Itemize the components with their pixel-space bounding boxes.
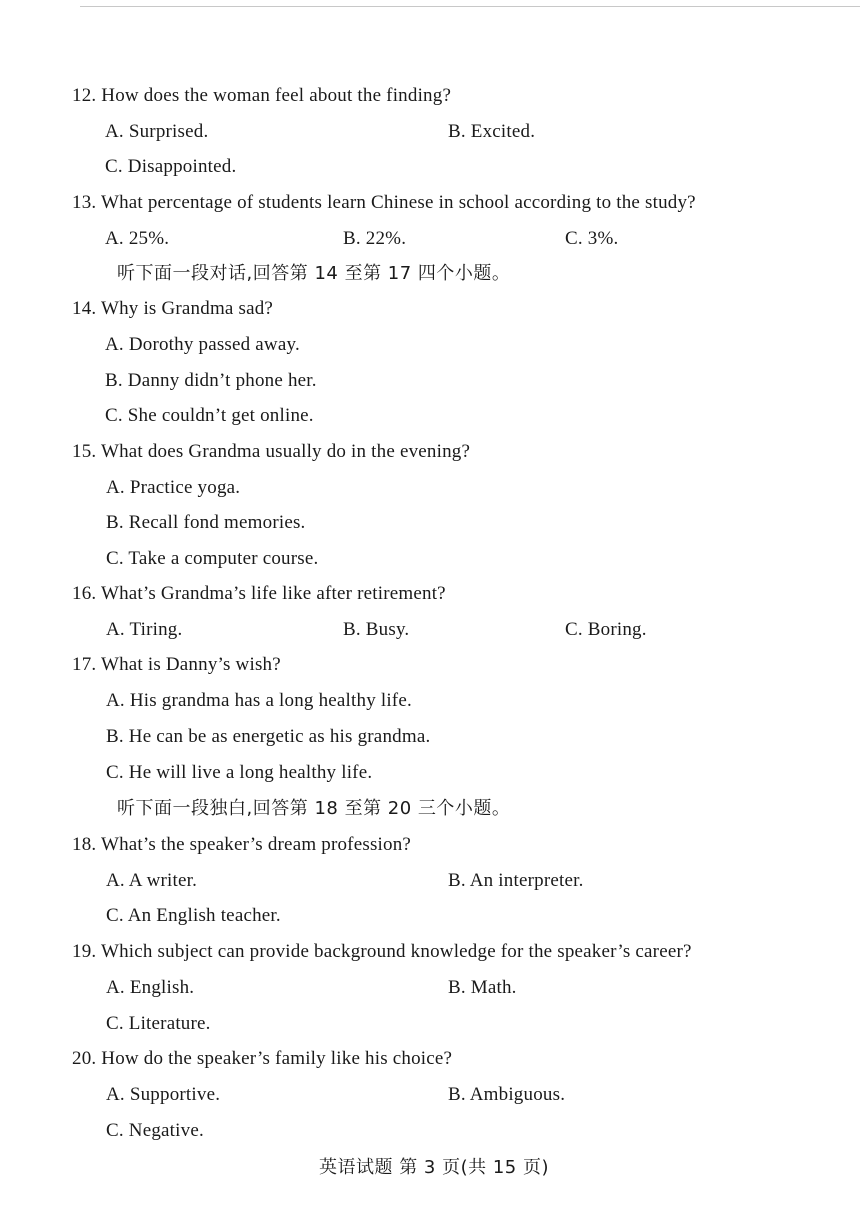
q19-option-c: C. Literature.: [106, 1013, 211, 1034]
q20-option-b: B. Ambiguous.: [448, 1084, 566, 1105]
q20-option-a: A. Supportive.: [106, 1084, 221, 1105]
q13-option-a: A. 25%.: [105, 228, 170, 249]
question-14: 14. Why is Grandma sad?: [72, 298, 274, 319]
question-15: 15. What does Grandma usually do in the evening?: [72, 441, 471, 462]
q14-option-a: A. Dorothy passed away.: [105, 334, 300, 355]
q17-option-b: B. He can be as energetic as his grandma.: [106, 726, 431, 747]
question-13: 13. What percentage of students learn Chinese in school according to the study?: [72, 192, 696, 213]
q18-option-a: A. A writer.: [106, 870, 198, 891]
q12-option-b: B. Excited.: [448, 121, 536, 142]
q16-option-a: A. Tiring.: [106, 619, 183, 640]
q17-option-a: A. His grandma has a long healthy life.: [106, 690, 412, 711]
q20-option-c: C. Negative.: [106, 1120, 204, 1141]
q16-option-b: B. Busy.: [343, 619, 410, 640]
q18-option-b: B. An interpreter.: [448, 870, 584, 891]
q19-option-b: B. Math.: [448, 977, 517, 998]
q12-option-a: A. Surprised.: [105, 121, 209, 142]
section-instruction: 听下面一段独白,回答第 18 至第 20 三个小题。: [117, 798, 511, 819]
q15-option-a: A. Practice yoga.: [106, 477, 241, 498]
q16-option-c: C. Boring.: [565, 619, 647, 640]
question-16: 16. What’s Grandma’s life like after retirement?: [72, 583, 446, 604]
section-instruction: 听下面一段对话,回答第 14 至第 17 四个小题。: [117, 263, 511, 284]
question-17: 17. What is Danny’s wish?: [72, 654, 281, 675]
q19-option-a: A. English.: [106, 977, 195, 998]
question-20: 20. How do the speaker’s family like his choice?: [72, 1048, 453, 1069]
q15-option-c: C. Take a computer course.: [106, 548, 319, 569]
q14-option-b: B. Danny didn’t phone her.: [105, 370, 317, 391]
question-19: 19. Which subject can provide background knowledge for the speaker’s career?: [72, 941, 692, 962]
q15-option-b: B. Recall fond memories.: [106, 512, 306, 533]
q13-option-b: B. 22%.: [343, 228, 407, 249]
q12-option-c: C. Disappointed.: [105, 156, 237, 177]
q14-option-c: C. She couldn’t get online.: [105, 405, 314, 426]
question-18: 18. What’s the speaker’s dream profession?: [72, 834, 412, 855]
page-footer: 英语试题 第 3 页(共 15 页): [318, 1157, 549, 1178]
question-12: 12. How does the woman feel about the finding?: [72, 85, 452, 106]
q18-option-c: C. An English teacher.: [106, 905, 281, 926]
q13-option-c: C. 3%.: [565, 228, 619, 249]
q17-option-c: C. He will live a long healthy life.: [106, 762, 373, 783]
